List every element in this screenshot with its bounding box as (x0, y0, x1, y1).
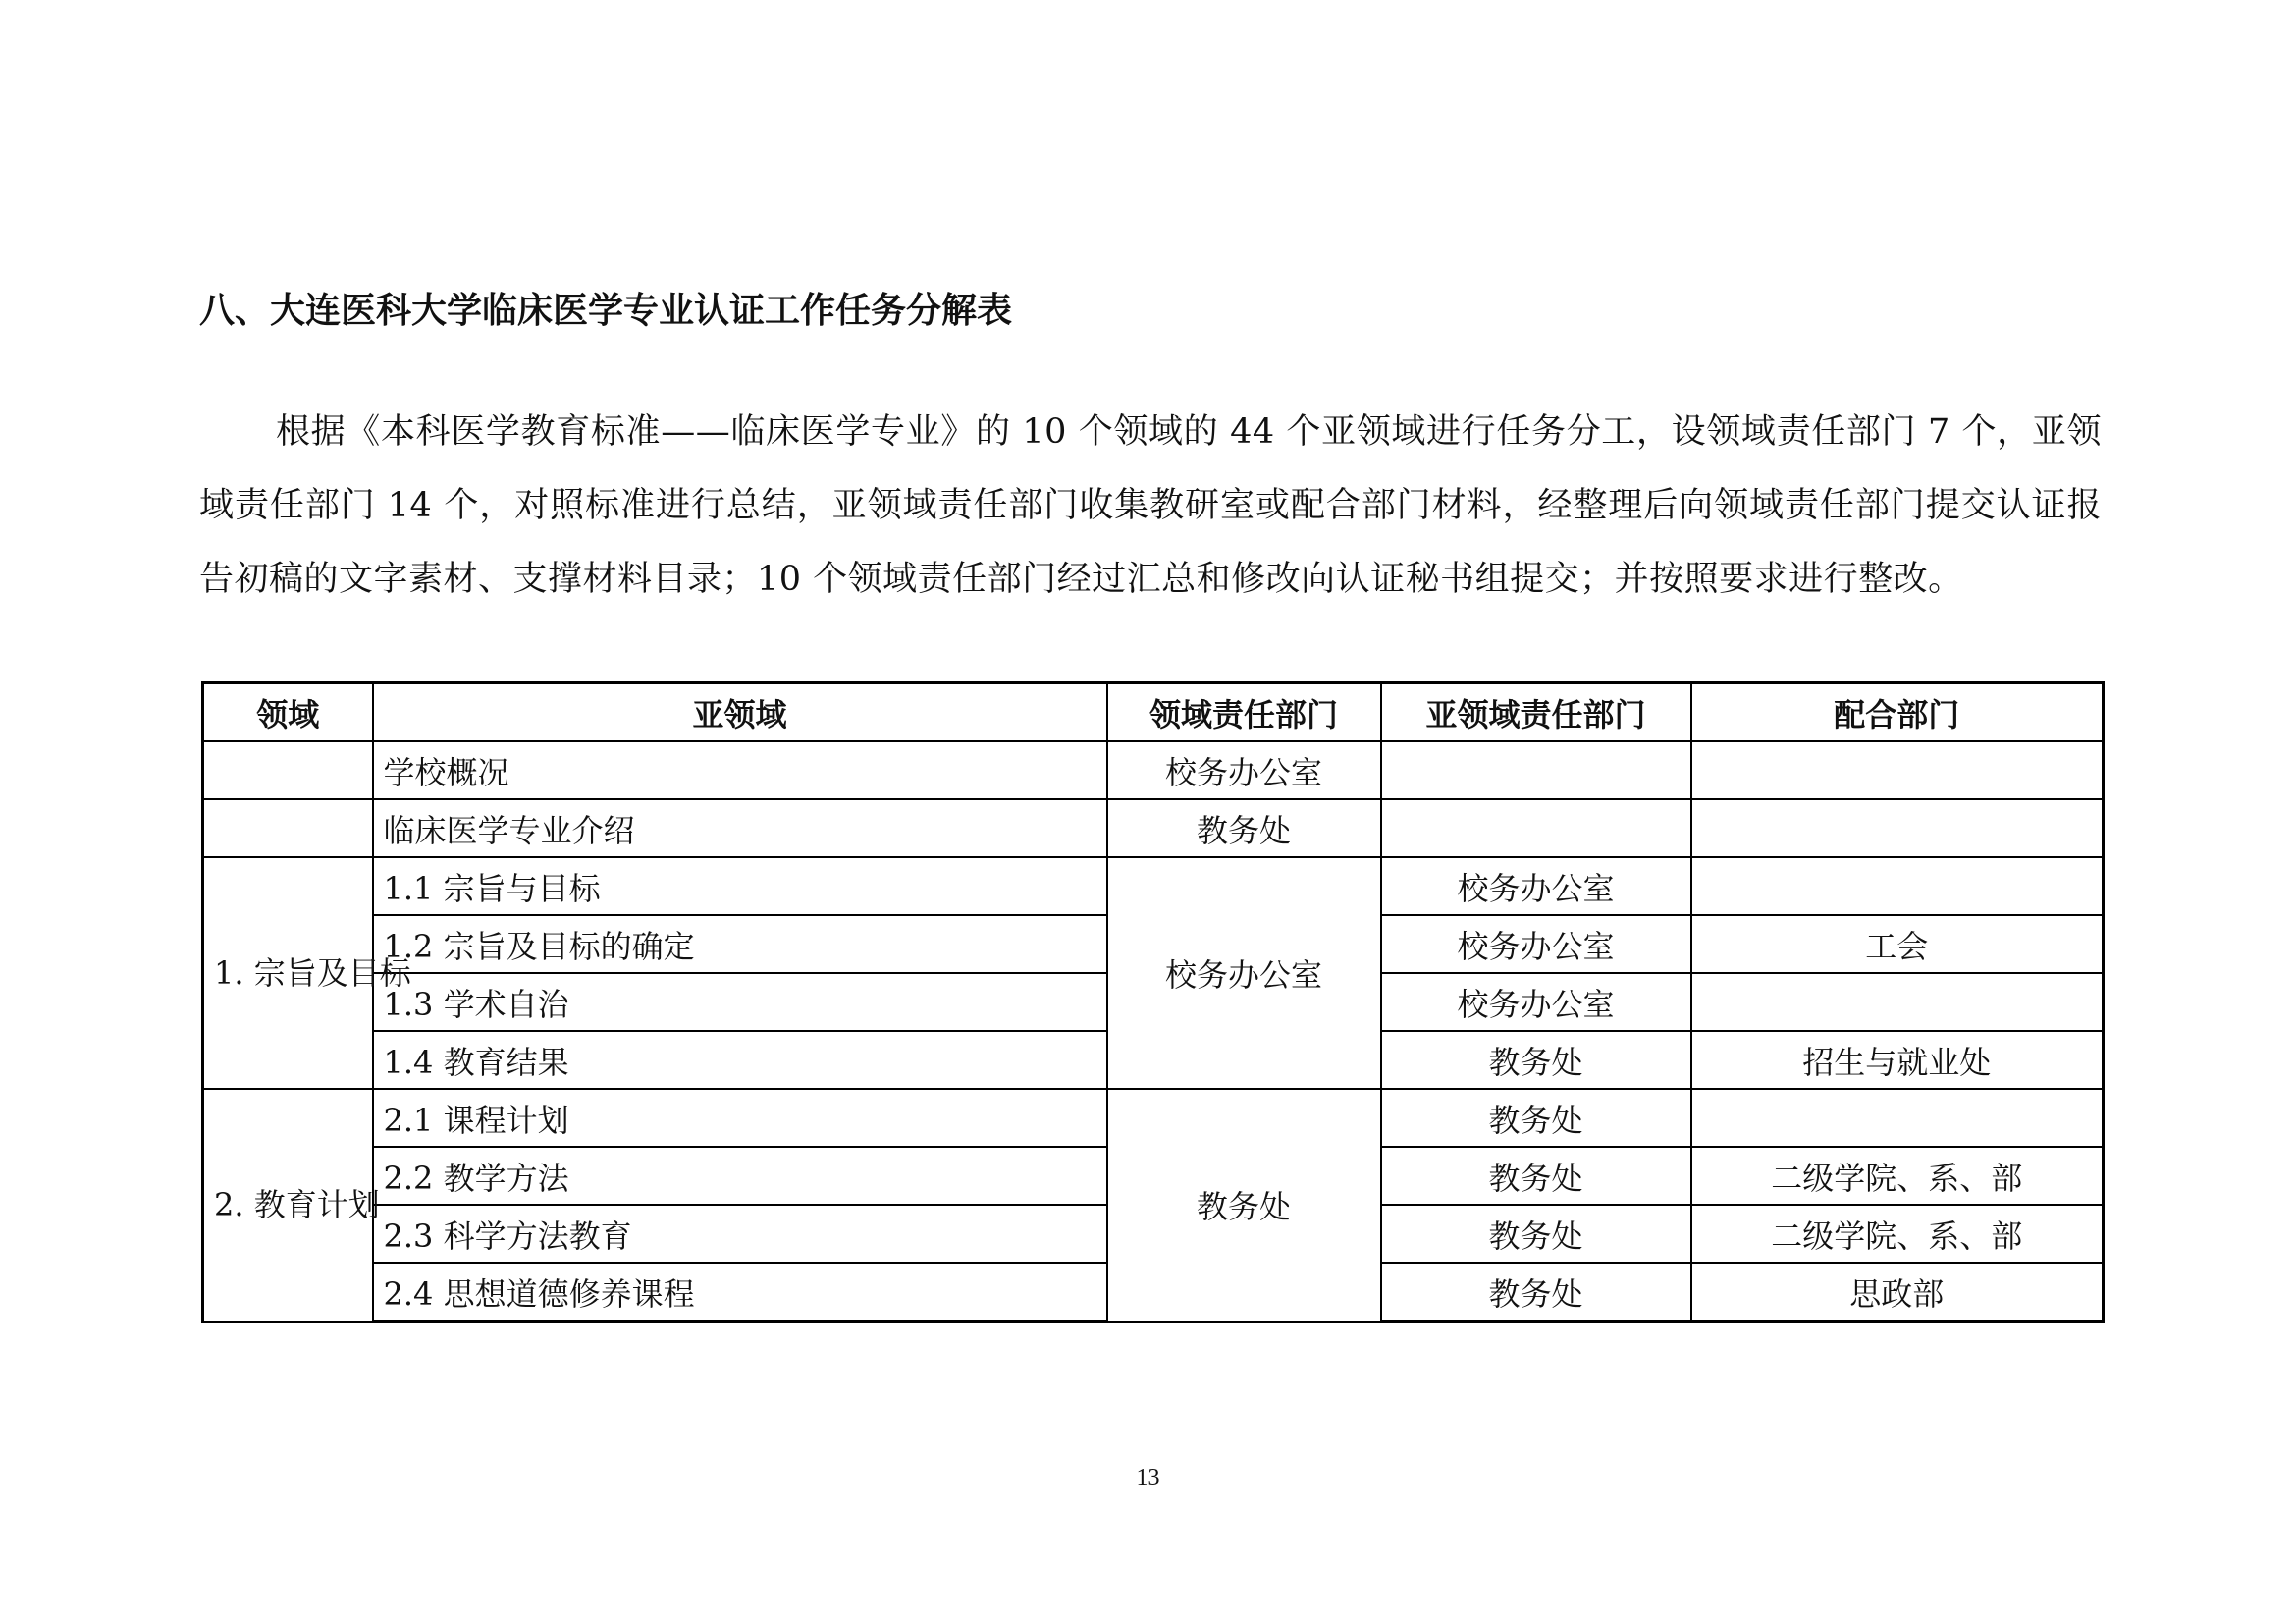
domain-dept-cell: 教务处 (1107, 1089, 1381, 1322)
subdomain-dept-cell: 教务处 (1381, 1089, 1691, 1147)
table-header-row (203, 683, 2104, 742)
subdomain-cell: 1.3 学术自治 (373, 973, 1107, 1031)
table-row (203, 741, 2104, 799)
coop-dept-cell (1691, 799, 2104, 857)
coop-dept-cell: 思政部 (1691, 1263, 2104, 1322)
coop-dept-cell (1691, 1089, 2104, 1147)
coop-dept-cell (1691, 973, 2104, 1031)
coop-dept-cell: 工会 (1691, 915, 2104, 973)
coop-dept-cell: 二级学院、系、部 (1691, 1147, 2104, 1205)
subdomain-dept-cell: 校务办公室 (1381, 915, 1691, 973)
coop-dept-cell (1691, 857, 2104, 915)
intro-paragraph: 根据《本科医学教育标准——临床医学专业》的 10 个领域的 44 个亚领域进行任务分工，设领域责任部门 7 个，亚领域责任部门 14 个，对照标准进行总结，亚领域责任部门收集教研室或配合部门材料，经整理后向领域责任部门提交认证报告初稿的文字素材、支撑材料目录；10 个领域责任部门经过汇总和修改向认证秘书组提交；并按照要求进行整改。 (199, 412, 2102, 599)
task-breakdown-table (201, 681, 2105, 1323)
subdomain-dept-cell: 教务处 (1381, 1031, 1691, 1089)
domain-cell: 1. 宗旨及目标 (203, 857, 373, 1089)
table-row (203, 857, 2104, 915)
domain-dept-cell: 校务办公室 (1107, 857, 1381, 1089)
subdomain-cell: 2.2 教学方法 (373, 1147, 1107, 1205)
header-subdomain-dept: 亚领域责任部门 (1381, 683, 1691, 742)
header-domain-dept: 领域责任部门 (1107, 683, 1381, 742)
subdomain-dept-cell (1381, 799, 1691, 857)
table-row (203, 1089, 2104, 1147)
header-domain: 领域 (203, 683, 373, 742)
subdomain-dept-cell: 教务处 (1381, 1147, 1691, 1205)
subdomain-cell: 1.4 教育结果 (373, 1031, 1107, 1089)
subdomain-cell: 2.1 课程计划 (373, 1089, 1107, 1147)
subdomain-cell: 临床医学专业介绍 (373, 799, 1107, 857)
domain-dept-cell: 教务处 (1107, 799, 1381, 857)
subdomain-cell: 2.4 思想道德修养课程 (373, 1263, 1107, 1322)
subdomain-dept-cell (1381, 741, 1691, 799)
subdomain-dept-cell: 校务办公室 (1381, 857, 1691, 915)
coop-dept-cell: 二级学院、系、部 (1691, 1205, 2104, 1263)
subdomain-cell: 1.2 宗旨及目标的确定 (373, 915, 1107, 973)
coop-dept-cell (1691, 741, 2104, 799)
header-coop-dept: 配合部门 (1691, 683, 2104, 742)
table-row (203, 799, 2104, 857)
page-number: 13 (1136, 1465, 1160, 1490)
coop-dept-cell: 招生与就业处 (1691, 1031, 2104, 1089)
section-heading: 八、大连医科大学临床医学专业认证工作任务分解表 (199, 291, 1013, 331)
subdomain-dept-cell: 校务办公室 (1381, 973, 1691, 1031)
domain-cell (203, 799, 373, 857)
header-subdomain: 亚领域 (373, 683, 1107, 742)
domain-cell: 2. 教育计划 (203, 1089, 373, 1322)
subdomain-cell: 学校概况 (373, 741, 1107, 799)
domain-dept-cell: 校务办公室 (1107, 741, 1381, 799)
subdomain-cell: 2.3 科学方法教育 (373, 1205, 1107, 1263)
subdomain-dept-cell: 教务处 (1381, 1263, 1691, 1322)
domain-cell (203, 741, 373, 799)
subdomain-dept-cell: 教务处 (1381, 1205, 1691, 1263)
subdomain-cell: 1.1 宗旨与目标 (373, 857, 1107, 915)
